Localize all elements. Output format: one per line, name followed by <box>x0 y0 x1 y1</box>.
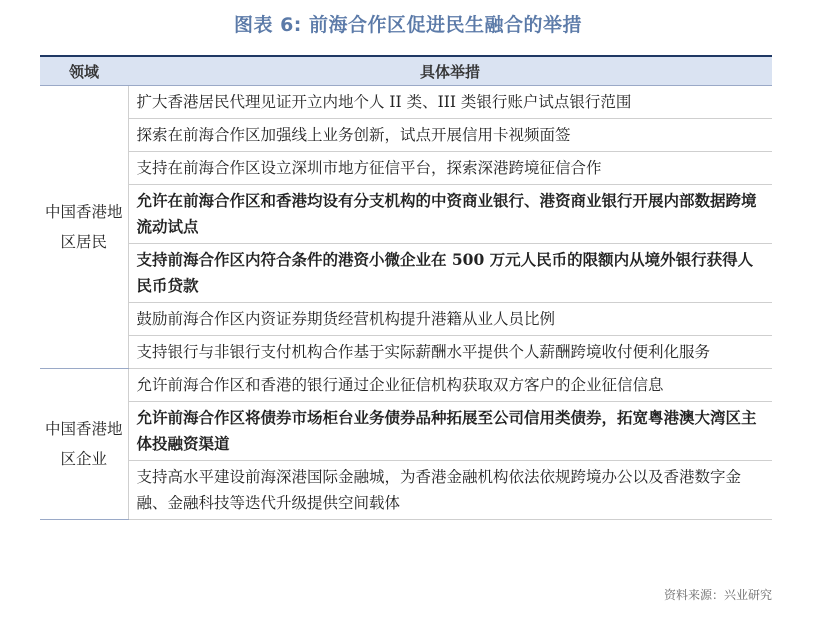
measures-table <box>40 55 772 520</box>
field-enterprises: 中国香港地区企业 <box>40 369 128 520</box>
table-row <box>40 336 772 369</box>
measure-cell: 允许在前海合作区和香港均设有分支机构的中资商业银行、港资商业银行开展内部数据跨境流动试点 <box>128 185 772 244</box>
table-row <box>40 119 772 152</box>
measure-cell: 探索在前海合作区加强线上业务创新，试点开展信用卡视频面签 <box>128 119 772 152</box>
table-row <box>40 185 772 244</box>
table-row <box>40 86 772 119</box>
table-row <box>40 152 772 185</box>
measure-cell: 支持前海合作区内符合条件的港资小微企业在 500 万元人民币的限额内从境外银行获得人民币贷款 <box>128 244 772 303</box>
table-header-row <box>40 56 772 86</box>
measure-cell: 允许前海合作区和香港的银行通过企业征信机构获取双方客户的企业征信信息 <box>128 369 772 402</box>
figure-title: 图表 6: 前海合作区促进民生融合的举措 <box>233 14 583 36</box>
measure-cell: 允许前海合作区将债券市场柜台业务债券品种拓展至公司信用类债券，拓宽粤港澳大湾区主体投融资渠道 <box>128 402 772 461</box>
header-field: 领域 <box>40 56 128 86</box>
table-row <box>40 402 772 461</box>
source-note: 资料来源：兴业研究 <box>663 588 772 602</box>
table-row <box>40 303 772 336</box>
measure-cell: 支持银行与非银行支付机构合作基于实际薪酬水平提供个人薪酬跨境收付便利化服务 <box>128 336 772 369</box>
field-residents: 中国香港地区居民 <box>40 86 128 369</box>
measure-cell: 支持高水平建设前海深港国际金融城，为香港金融机构依法依规跨境办公以及香港数字金融、金融科技等迭代升级提供空间载体 <box>128 461 772 520</box>
measure-cell: 支持在前海合作区设立深圳市地方征信平台，探索深港跨境征信合作 <box>128 152 772 185</box>
table-row <box>40 244 772 303</box>
measure-cell: 扩大香港居民代理见证开立内地个人 II 类、III 类银行账户试点银行范围 <box>128 86 772 119</box>
measure-cell: 鼓励前海合作区内资证券期货经营机构提升港籍从业人员比例 <box>128 303 772 336</box>
header-measures: 具体举措 <box>128 56 772 86</box>
table-row <box>40 369 772 402</box>
table-row <box>40 461 772 520</box>
